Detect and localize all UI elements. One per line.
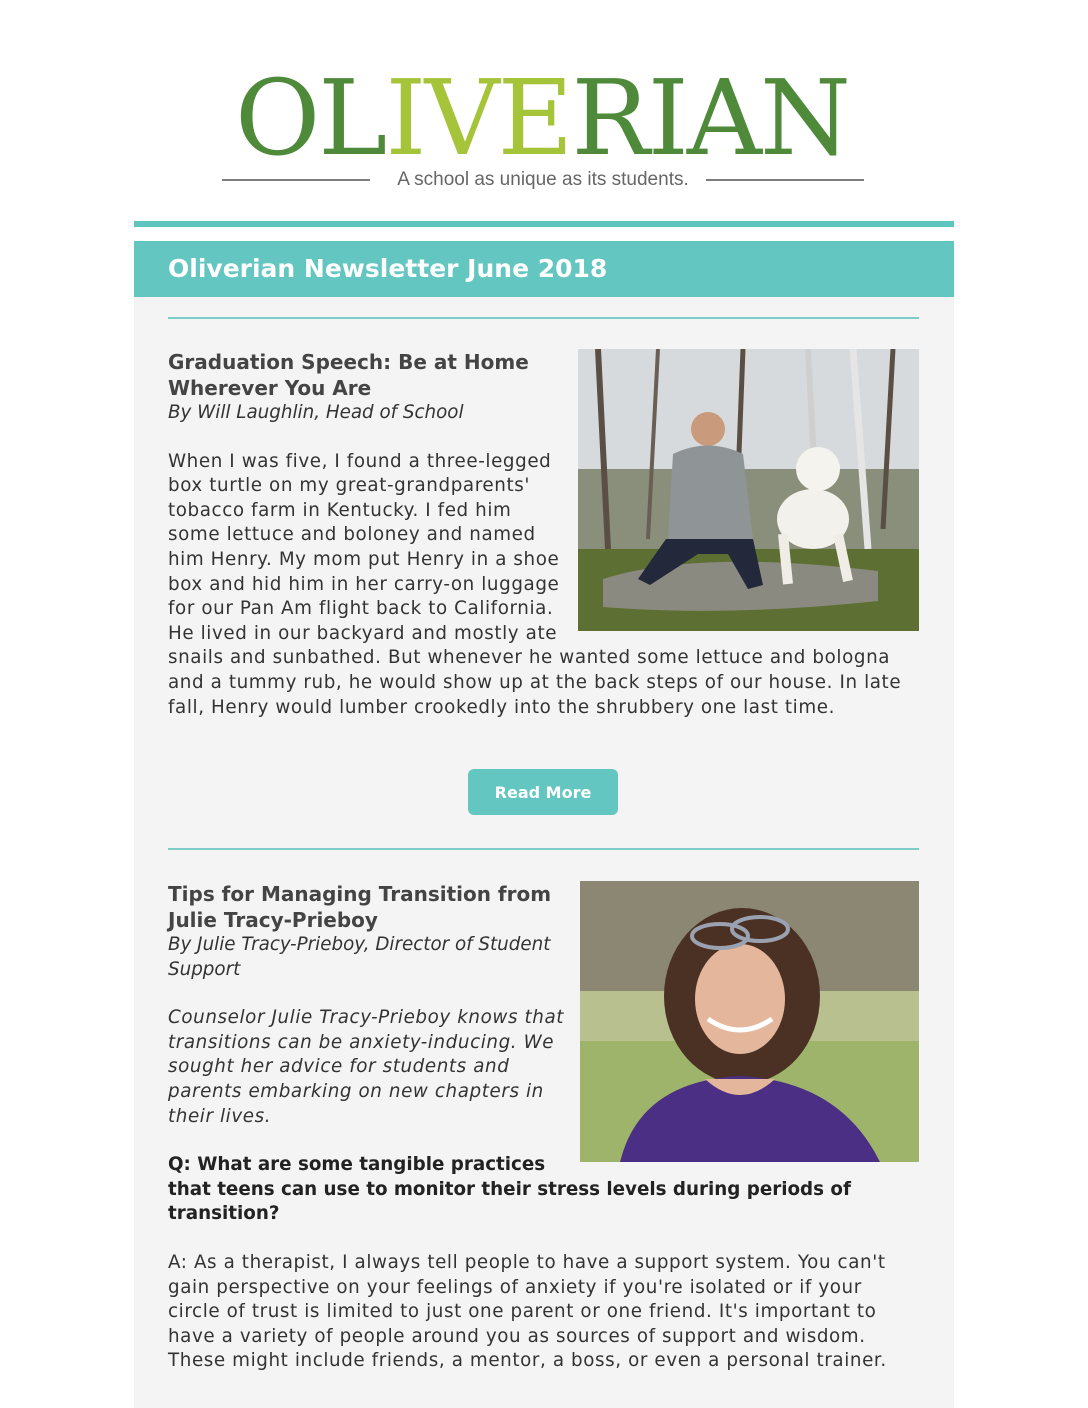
tagline-row <box>222 168 864 192</box>
interview-question: Q: What are some tangible practices that teens can use to monitor their stress levels during periods of transition? <box>168 1154 851 1225</box>
photo-illustration <box>578 349 919 631</box>
article-graduation-speech <box>168 349 919 720</box>
article-title[interactable]: Graduation Speech: Be at Home Wherever You Are <box>168 350 529 400</box>
logo-text-rian: RIAN <box>571 57 849 179</box>
accent-bar <box>134 221 954 227</box>
article-byline: By Will Laughlin, Head of School <box>168 402 464 423</box>
tagline-rule-left <box>222 179 370 181</box>
section-divider <box>168 848 919 850</box>
tagline-rule-right <box>706 179 864 181</box>
article-photo-woman-portrait[interactable] <box>580 881 919 1162</box>
photo-illustration <box>580 881 919 1162</box>
article-byline: By Julie Tracy-Prieboy, Director of Student Support <box>168 934 551 980</box>
article-photo-man-with-dog[interactable] <box>578 349 919 631</box>
interview-answer: A: As a therapist, I always tell people to have a support system. You can't gain perspective on your feelings of anxiety if you're isolated or if your circle of trust is limited to just one parent or one friend. It's important to have a variety of people around you as sources of support and wisdom. These might include friends, a mentor, a boss, or even a personal trainer. <box>168 1251 887 1372</box>
read-more-button[interactable]: Read More <box>468 769 618 815</box>
newsletter-title: Oliverian Newsletter June 2018 <box>168 254 608 283</box>
article-managing-transition <box>168 881 919 1374</box>
logo-text-ol: OL <box>235 57 386 179</box>
tagline: A school as unique as its students. <box>397 169 689 190</box>
article-intro: Counselor Julie Tracy-Prieboy knows that transitions can be anxiety-inducing. We sought her advice for students and parents embarking on new chapters in their lives. <box>168 1007 565 1127</box>
newsletter-body <box>134 241 954 1408</box>
section-divider <box>168 317 919 319</box>
article-body: When I was five, I found a three-legged box turtle on my great-grandparents' tobacco farm in Kentucky. I fed him some lettuce and boloney and named him Henry. My mom put Henry in a shoe box and hid him in her carry-on luggage for our Pan Am flight back to California. He lived in our backyard and mostly ate snails and sunbathed. But whenever he wanted some lettuce and bologna and a tummy rub, he would show up at the back steps of our house. In late fall, Henry would lumber crookedly into the shrubbery one last time. <box>168 450 902 718</box>
oliverian-logo[interactable] <box>212 57 872 179</box>
article-title[interactable]: Tips for Managing Transition from Julie Tracy-Prieboy <box>168 882 552 932</box>
logo-text-ive: IVE <box>385 57 572 179</box>
newsletter-header <box>0 0 1088 220</box>
newsletter-title-bar <box>134 241 954 297</box>
